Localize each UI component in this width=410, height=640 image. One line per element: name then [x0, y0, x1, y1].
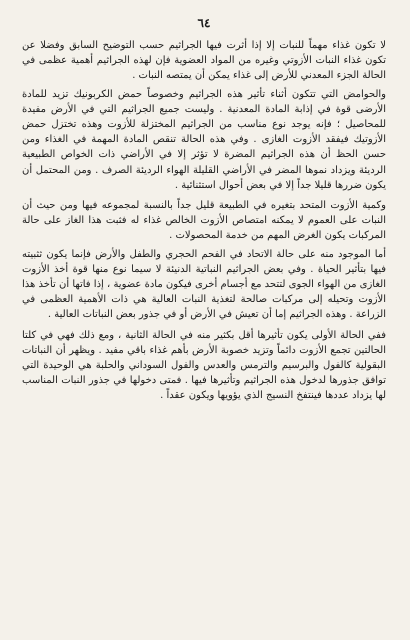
- paragraph: أما الموجود منه على حالة الاتحاد في الفحم الحجري والطفل والأرض فإنما يكون ثثبيته فيها بتأثير الحياة . وفي بعض الجراثيم النباتية الدنيئة لا سيما نوع منها قوة أخذ الأزوت الغازى من الهواء الجوى لتتحد مع أجسام أخرى فيكون مادة عضوية ، إذا فاتها أن تأخذ هذا الأزوت وتحيله إلى مركبات صالحة لتغذية النبات العالية هي ذات الأهمية العظمى في الزراعة . وهذه الجراثيم إما أن تعيش في الأرض أو في جذور بعض النباتات العالية .: [22, 248, 386, 321]
- page-body: [22, 38, 386, 404]
- paragraph: وكمية الأزوت المتحد بتغيره في الطبيعة قليل جداً بالنسبة لمجموعه فيها ومن حيث أن النبات على العموم لا يمكنه امتصاص الأزوت الخالص غذاء له فثبت هذا الغاز على حالة المركبات يكون الغرض المهم من خدمة المحصولات .: [22, 200, 386, 242]
- paragraph: والحوامض التي تتكون أثناء تأثير هذه الجراثيم وخصوصاً حمض الكربونيك تزيد للمادة الأرضى قوة في إذابة المادة المعدنية . وليست جميع الجراثيم التي في الأرض مفيدة للمحاصيل ؛ فإنه يوجد نوع مناسب من الجراثيم المختزلة للأزوت وهذه تختزل حمض الأزوتيك فيفقد الأزوت الغازى . وفي هذه الحالة تنقص المادة المهمة في الغذاء ومن حسن الحظ أن هذه الجراثيم المضرة لا تؤثر إلا في الأراضي ذات الخواص الطبيعية الرديئة ويزداد نموها المضر في الأراضي القليلة الهواء الرديئة الصرف . ومن المحتمل أن يكون ضررها قليلا جداً إلا في بعض أحوال استثنائية .: [22, 88, 386, 191]
- page-number: ٦٤: [197, 16, 211, 30]
- paragraph: لا تكون غذاء مهماً للنبات إلا إذا أثرت فيها الجراثيم حسب التوضيح السابق وفضلا عن تكون غذاء النبات الأزوتي وغيره من المواد العضوية فإن لهذه الجراثيم أهمية عظمى في الحالة الجزء المعدني للأرض إلى غذاء يمكن أن يمتصه النبات .: [22, 40, 386, 82]
- paragraph: ففي الحالة الأولى يكون تأثيرها أقل بكثير منه في الحالة الثانية ، ومع ذلك فهي في كلتا الحالتين تجمع الأزوت دائماً وتزيد خصوبة الأرض بأهم غذاء باقي مفيد . ويظهر أن النباتات البقولية كالفول والبرسيم والترمس والعدس والفول السوداني والحلبة هي الوحيدة التي توافق جذورها لدخول هذه الجراثيم وتأثيرها فيها . فمتى دخولها في جذور النبات المناسب لها يزداد عددها فينتفخ النسيج الذي يؤويها ويكون عقداً .: [22, 329, 386, 402]
